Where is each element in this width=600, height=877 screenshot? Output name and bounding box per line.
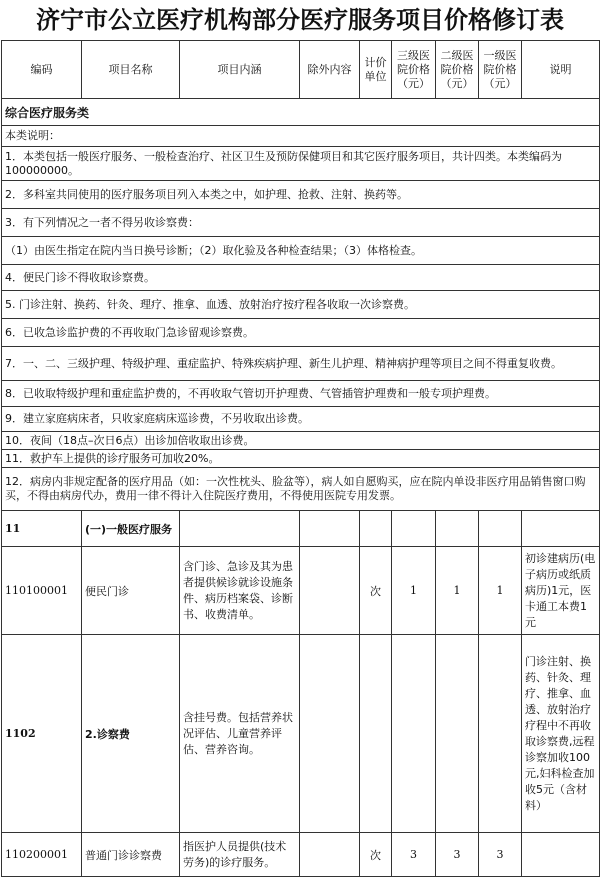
note-line: 2．多科室共同使用的医疗服务项目列入本类之中，如护理、抢救、注射、换药等。	[2, 181, 599, 209]
table-header-row	[2, 41, 600, 99]
header-price-level1: 一级医院价格（元）	[479, 41, 522, 99]
row-unit	[360, 635, 392, 833]
row-price-level1: 1	[479, 547, 522, 635]
header-note: 说明	[522, 41, 600, 99]
table-row	[2, 833, 600, 877]
row-name: 普通门诊诊察费	[82, 833, 180, 877]
header-exclude: 除外内容	[300, 41, 360, 99]
row-note	[522, 511, 600, 547]
note-line: 1．本类包括一般医疗服务、一般检查治疗、社区卫生及预防保健项目和其它医疗服务项目，共计四类。本类编码为100000000。	[2, 147, 599, 181]
note-line: 9．建立家庭病床者，只收家庭病床巡诊费，不另收取出诊费。	[2, 407, 599, 432]
note-line: 7．一、二、三级护理、特级护理、重症监护、特殊疾病护理、新生儿护理、精神病护理等项目之间不得重复收费。	[2, 347, 599, 381]
note-line: （1）由医生指定在院内当日换号诊断；（2）取化验及各种检查结果；（3）体格检查。	[2, 237, 599, 265]
row-code: 11	[2, 511, 82, 547]
row-price-level3	[392, 635, 436, 833]
row-name: 便民门诊	[82, 547, 180, 635]
row-price-level1	[479, 511, 522, 547]
note-line: 本类说明：	[2, 126, 599, 147]
header-unit: 计价单位	[360, 41, 392, 99]
row-content: 含门诊、急诊及其为患者提供候诊就诊设施条件、病历档案袋、诊断书、收费清单。	[180, 547, 300, 635]
category-notes-row	[2, 126, 600, 511]
header-name: 项目名称	[82, 41, 180, 99]
page-title: 济宁市公立医疗机构部分医疗服务项目价格修订表	[36, 6, 564, 34]
row-content: 指医护人员提供(技术劳务)的诊疗服务。	[180, 833, 300, 877]
note-line: 4．便民门诊不得收取诊察费。	[2, 265, 599, 291]
header-content: 项目内涵	[180, 41, 300, 99]
row-exclude	[300, 833, 360, 877]
row-price-level3: 3	[392, 833, 436, 877]
category-title: 综合医疗服务类	[2, 99, 600, 126]
note-line: 3．有下列情况之一者不得另收诊察费：	[2, 209, 599, 237]
row-note: 初诊建病历(电子病历或纸质病历)1元，医卡通工本费1元	[522, 547, 600, 635]
row-name: (一)一般医疗服务	[82, 511, 180, 547]
row-price-level1: 3	[479, 833, 522, 877]
header-code: 编码	[2, 41, 82, 99]
note-line: 12．病房内非规定配备的医疗用品（如：一次性枕头、脸盆等），病人如自愿购买，应在院内单设非医疗用品销售窗口购买，不得由病房代办，费用一律不得计入住院医疗费用，不得使用医院专用发票。	[5, 475, 586, 502]
row-unit: 次	[360, 547, 392, 635]
row-price-level2	[436, 511, 479, 547]
row-note	[522, 833, 600, 877]
row-code: 110100001	[2, 547, 82, 635]
row-exclude	[300, 511, 360, 547]
row-exclude	[300, 635, 360, 833]
row-price-level2: 1	[436, 547, 479, 635]
header-price-level3: 三级医院价格（元）	[392, 41, 436, 99]
category-notes	[2, 126, 600, 511]
row-price-level1	[479, 635, 522, 833]
row-content: 含挂号费。包括营养状况评估、儿童营养评估、营养咨询。	[180, 635, 300, 833]
note-line: 6．已收急诊监护费的不再收取门急诊留观诊察费。	[2, 319, 599, 347]
table-row	[2, 547, 600, 635]
row-code: 1102	[2, 635, 82, 833]
header-price-level2: 二级医院价格（元）	[436, 41, 479, 99]
row-unit	[360, 511, 392, 547]
row-price-level2: 3	[436, 833, 479, 877]
row-price-level3	[392, 511, 436, 547]
row-exclude	[300, 547, 360, 635]
note-line: 5. 门诊注射、换药、针灸、理疗、推拿、血透、放射治疗按疗程各收取一次诊察费。	[2, 291, 599, 319]
row-price-level3: 1	[392, 547, 436, 635]
row-name: 2.诊察费	[82, 635, 180, 833]
row-note: 门诊注射、换药、针灸、理疗、推拿、血透、放射治疗疗程中不再收取诊察费,远程诊察加收100元,妇科检查加收5元（含材料）	[522, 635, 600, 833]
note-line: 8．已收取特级护理和重症监护费的，不再收取气管切开护理费、气管插管护理费和一般专项护理费。	[2, 381, 599, 407]
table-row	[2, 511, 600, 547]
row-content	[180, 511, 300, 547]
row-price-level2	[436, 635, 479, 833]
price-table	[1, 40, 600, 877]
category-title-row	[2, 99, 600, 126]
note-line: 10．夜间（18点–次日6点）出诊加倍收取出诊费。	[2, 432, 599, 450]
table-row	[2, 635, 600, 833]
row-unit: 次	[360, 833, 392, 877]
note-line: 11．救护车上提供的诊疗服务可加收20%。	[2, 450, 599, 468]
row-code: 110200001	[2, 833, 82, 877]
